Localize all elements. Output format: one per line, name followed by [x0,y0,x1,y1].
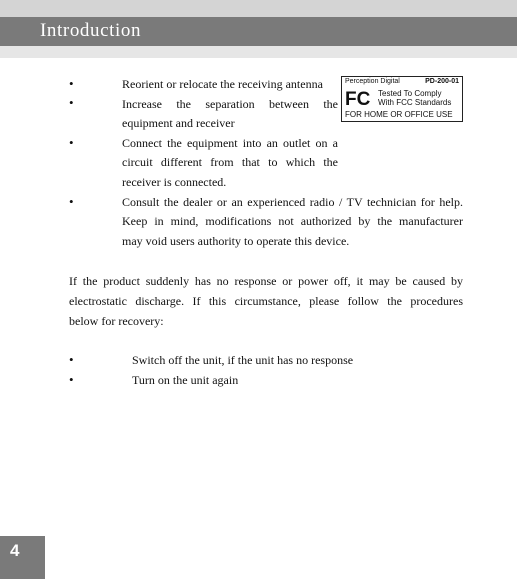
bullet-4-line-2: Keep in mind, modifications not authorized by the manufacturer [122,214,463,228]
fcc-compliance-label [341,76,463,122]
page-number-tab [0,536,45,579]
fcc-usage-text: FOR HOME OR OFFICE USE [345,110,453,119]
recovery-step-1: Switch off the unit, if the unit has no response [132,353,354,367]
fcc-standards-text: With FCC Standards [378,98,452,107]
fcc-model-number: PD-200-01 [425,78,459,85]
paragraph-line-2: electrostatic discharge. If this circumstance, please follow the procedures [69,294,463,308]
page-number: 4 [10,541,20,560]
paragraph-line-1: If the product suddenly has no response or power off, it may be caused by [69,274,463,288]
bullet-3-line-1: Connect the equipment into an outlet on a [122,136,338,150]
bullet-3-line-3: receiver is connected. [122,175,227,189]
bullet-marker: • [69,95,74,110]
bullet-2-line-1: Increase the separation between the [122,97,338,111]
header-under-strip [0,46,517,58]
recovery-step-2: Turn on the unit again [132,373,239,387]
paragraph-line-3: below for recovery: [69,314,164,328]
bullet-1-line-1: Reorient or relocate the receiving antenna [122,77,323,91]
bullet-4-line-3: may void users authority to operate this device. [122,234,350,248]
fcc-tested-text: Tested To Comply [378,89,442,98]
bullet-marker: • [69,76,74,91]
bullet-marker: • [69,352,74,367]
bullet-4-line-1: Consult the dealer or an experienced radio / TV technician for help. [122,195,463,209]
bullet-2-line-2: equipment and receiver [122,116,235,130]
bullet-marker: • [69,194,74,209]
bullet-marker: • [69,135,74,150]
fcc-logo-icon [345,87,371,110]
bullet-marker: • [69,372,74,387]
bullet-3-line-2: circuit different from that to which the [122,155,338,169]
header-top-strip [0,0,517,17]
section-title: Introduction [40,20,142,41]
fcc-brand: Perception Digital [345,78,400,85]
fcc-logo-text: FC [345,89,371,110]
